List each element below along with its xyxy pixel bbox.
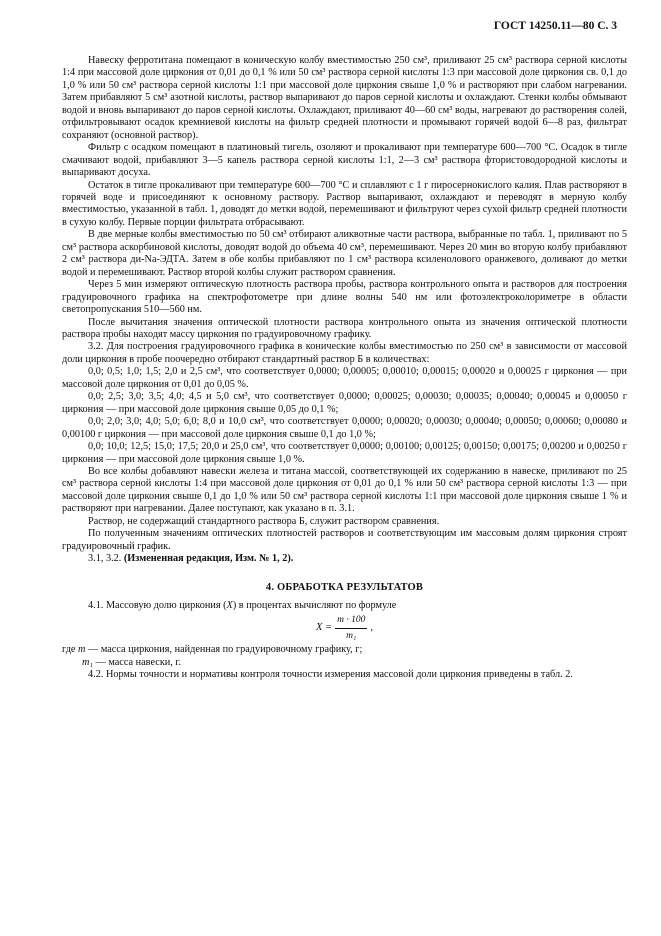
- revision-note: [62, 553, 627, 565]
- where-line-m1: m₁ — масса навески, г.: [82, 656, 182, 668]
- paragraph-4-2: 4.2. Нормы точности и нормативы контроля точности измерения массовой доли циркония приведены в табл. 2.: [88, 669, 573, 681]
- formula-tail: ,: [370, 622, 373, 634]
- formula-denominator: m₁: [346, 630, 357, 641]
- paragraph: По полученным значениям оптических плотностей растворов и соответствующим им массовым долям циркония строят градуировочный график.: [62, 528, 627, 552]
- symbol-m: m: [78, 644, 86, 656]
- revision-text: (Измененная редакция, Изм. № 1, 2).: [123, 553, 294, 565]
- formula-fraction: [335, 614, 367, 642]
- calibration-series-1: 0,0; 0,5; 1,0; 1,5; 2,0 и 2,5 см³, что соответствует 0,0000; 0,00005; 0,00010; 0,00015; 0,00020 и 0,00025 г циркония — при массовой доле циркония от 0,01 до 0,05 %.: [62, 366, 627, 390]
- paragraph: Фильтр с осадком помещают в платиновый тигель, озоляют и прокаливают при температуре 600—700 °С. Осадок в тигле смачивают водой, прибавляют 3—5 капель раствора серной кислоты 1:1, 2—3 см³ раствора фтористоводородной кислоты и выпаривают досуха.: [62, 142, 627, 179]
- paragraph: Остаток в тигле прокаливают при температуре 600—700 °С и сплавляют с 1 г пиросернокислого калия. Плав растворяют в горячей воде и присоединяют к основному раствору. Раствор выпаривают, охлаждают и переводят в мерную колбу вместимостью, указанной в табл. 1, доводят до метки водой, перемешивают и фильтруют через сухой фильтр средней плотности в сухую колбу. Первые порции фильтрата отбрасывают.: [62, 179, 627, 228]
- calibration-series-3: 0,0; 2,0; 3,0; 4,0; 5,0; 6,0; 8,0 и 10,0 см³, что соответствует 0,0000; 0,00020; 0,00030; 0,00040; 0,00050; 0,00060; 0,00080 и 0,00100 г циркония — при массовой доле циркония свыше 0,1 до 1,0 %;: [62, 416, 627, 440]
- variable-x: X: [226, 600, 233, 612]
- page-header: ГОСТ 14250.11—80 С. 3: [493, 20, 617, 32]
- symbol-m1: m₁: [82, 656, 93, 668]
- formula-lhs: X =: [316, 622, 333, 634]
- paragraph-3-2: 3.2. Для построения градуировочного графика в конические колбы вместимостью по 250 см³ в зависимости от массовой доли циркония в пробе поочередно отбирают стандартный раствор Б в количествах:: [62, 341, 627, 365]
- where-line-m: где m — масса циркония, найденная по градуировочному графику, г;: [62, 644, 363, 656]
- paragraph: Во все колбы добавляют навески железа и титана массой, соответствующей их содержанию в навеске, приливают по 25 см³ раствора серной кислоты 1:4 при массовой доле циркония от 0,01 до 0,1 % или 50 см³ раствора серной кислоты 1:3 — при массовой доле циркония свыше 0,1 до 1,0 % или 50 см³ раствора серной кислоты 1:1 при массовой доле циркония свыше 1 % и растворяют при нагревании. Далее поступают, как указано в п. 3.1.: [62, 465, 627, 515]
- paragraph: Навеску ферротитана помещают в коническую колбу вместимостью 250 см³, приливают 25 см³ раствора серной кислоты 1:4 при массовой доле циркония от 0,01 до 0,1 % или 50 см³ раствора серной кислоты 1:3 при массовой доле циркония св. 0,1 до 1,0 % или 50 см³ раствора серной кислоты 1:1 при массовой доле циркония свыше 1,0 % и растворяют при слабом нагревании. Затем прибавляют 5 см³ азотной кислоты, раствор выпаривают до паров серной кислоты и охлаждают. Стенки колбы обмывают водой и вновь выпаривают до паров серной кислоты. Охлаждают, приливают 40—60 см³ воды, нагревают до растворения солей, отфильтровывают осадок кремниевой кислоты на фильтр средней плотности и промывают горячей водой 6—8 раз, фильтрат сохраняют (основной раствор).: [62, 55, 627, 141]
- paragraph: В две мерные колбы вместимостью по 50 см³ отбирают аликвотные части раствора, выбранные по табл. 1, приливают по 5 см³ раствора аскорбиновой кислоты, доводят водой до объема 40 см³, перемешивают. Через 20 мин во вторую колбу прибавляют 2 см³ раствора ди-Na-ЭДТА. Затем в обе колбы прибавляют по 1 см³ раствора ксиленолового оранжевого, доливают до метки водой и перемешивают. Раствор второй колбы служит раствором сравнения.: [62, 229, 627, 278]
- paragraph: После вычитания значения оптической плотности раствора контрольного опыта из значения оптической плотности раствора пробы находят массу циркония по градуировочному графику.: [62, 316, 627, 340]
- paragraph-4-1: 4.1. Массовую долю циркония (X) в процентах вычисляют по формуле: [88, 600, 397, 612]
- calibration-series-4: 0,0; 10,0; 12,5; 15,0; 17,5; 20,0 и 25,0 см³, что соответствует 0,0000; 0,00100; 0,00125; 0,00150; 0,00175; 0,00200 и 0,00250 г циркония — при массовой доле циркония свыше 1,0 %.: [62, 441, 627, 465]
- section-title: 4. ОБРАБОТКА РЕЗУЛЬТАТОВ: [265, 581, 424, 593]
- document-body: [62, 55, 627, 682]
- formula-numerator: m · 100: [335, 614, 367, 628]
- calibration-series-2: 0,0; 2,5; 3,0; 3,5; 4,0; 4,5 и 5,0 см³, что соответствует 0,0000; 0,00025; 0,00030; 0,00035; 0,00040; 0,00045 и 0,00050 г циркония — при массовой доле циркония свыше 0,05 до 0,1 %;: [62, 391, 627, 415]
- revision-prefix: 3.1, 3.2.: [88, 553, 124, 565]
- paragraph: Раствор, не содержащий стандартного раствора Б, служит раствором сравнения.: [88, 515, 440, 527]
- paragraph: Через 5 мин измеряют оптическую плотность раствора пробы, раствора контрольного опыта и растворов для построения градуировочного графика на спектрофотометре при длине волны 540 нм или фотоэлектроколориметре в области светопропускания 510—560 нм.: [62, 279, 627, 316]
- formula: [62, 614, 627, 640]
